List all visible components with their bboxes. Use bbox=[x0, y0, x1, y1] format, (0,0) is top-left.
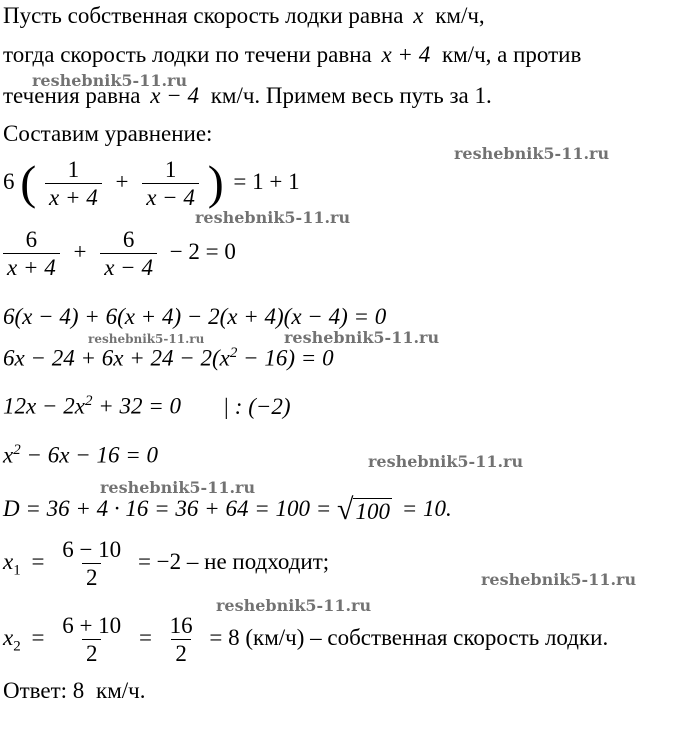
fraction bbox=[58, 614, 125, 665]
intro-text-tail: . Примем весь путь за 1. bbox=[254, 83, 492, 108]
equals-sign: = bbox=[138, 624, 152, 650]
right-paren: ) bbox=[207, 156, 224, 210]
denominator: x − 4 bbox=[142, 183, 199, 209]
plus-sign: + bbox=[73, 238, 87, 264]
equation-part: = 10. bbox=[401, 496, 452, 521]
numerator: 6 + 10 bbox=[62, 613, 122, 638]
denominator: 2 bbox=[171, 639, 191, 665]
plus-sign: + bbox=[115, 168, 129, 194]
unit-kmh: км/ч bbox=[441, 42, 486, 67]
equation-part: − 6x − 16 = 0 bbox=[20, 442, 158, 468]
equation-part: x bbox=[3, 442, 14, 468]
watermark: reshebnik5-11.ru bbox=[481, 570, 637, 589]
left-paren: ( bbox=[20, 156, 37, 210]
denominator: x + 4 bbox=[3, 253, 60, 279]
denominator: x − 4 bbox=[100, 253, 157, 279]
equation-6 bbox=[3, 443, 158, 467]
watermark: reshebnik5-11.ru bbox=[100, 478, 256, 497]
downstream-speed-expr: x + 4 bbox=[381, 42, 431, 67]
subscript: 1 bbox=[13, 562, 21, 579]
watermark: reshebnik5-11.ru bbox=[454, 144, 610, 163]
intro-text-tail: , а против bbox=[485, 42, 582, 67]
watermark: reshebnik5-11.ru bbox=[195, 208, 351, 227]
discriminant-line bbox=[3, 493, 452, 526]
fraction bbox=[166, 614, 197, 665]
equation-4 bbox=[3, 346, 334, 370]
root-2-line bbox=[3, 614, 608, 665]
numerator: 6 bbox=[25, 227, 38, 252]
watermark: reshebnik5-11.ru bbox=[284, 328, 440, 347]
fraction bbox=[58, 538, 125, 589]
equation-part: − 16) = 0 bbox=[237, 345, 334, 371]
root-variable: x bbox=[3, 624, 14, 650]
watermark: reshebnik5-11.ru bbox=[88, 332, 205, 346]
exponent: 2 bbox=[13, 442, 21, 458]
root-variable: x bbox=[3, 548, 14, 574]
numerator: 16 bbox=[169, 613, 193, 638]
equation-rhs: = 1 + 1 bbox=[233, 168, 300, 194]
numerator: 1 bbox=[67, 157, 80, 182]
equation-2 bbox=[3, 228, 236, 279]
numerator: 6 − 10 bbox=[62, 537, 122, 562]
square-root bbox=[336, 493, 392, 526]
subscript: 2 bbox=[13, 638, 21, 655]
unit-kmh: км/ч bbox=[210, 83, 255, 108]
exponent: 2 bbox=[84, 393, 93, 409]
unit-kmh: км/ч, bbox=[435, 3, 485, 28]
coefficient: 6 bbox=[3, 168, 15, 194]
watermark: reshebnik5-11.ru bbox=[368, 452, 524, 471]
division-note: | : (−2) bbox=[222, 393, 291, 419]
unit-kmh: км/ч. bbox=[96, 678, 146, 703]
equation-part: + 32 = 0 bbox=[92, 393, 181, 419]
intro-line-1 bbox=[3, 4, 485, 27]
equation-1 bbox=[3, 158, 300, 209]
fraction bbox=[142, 158, 199, 209]
radicand: 100 bbox=[355, 499, 390, 524]
intro-text: тогда скорость лодки по течени равна bbox=[3, 42, 372, 67]
variable-x: x bbox=[413, 3, 424, 28]
equation-5 bbox=[3, 394, 291, 418]
denominator: 2 bbox=[82, 563, 102, 589]
equation-3: 6(x − 4) + 6(x + 4) − 2(x + 4)(x − 4) = 0 bbox=[3, 304, 387, 329]
equation-part: 12x − 2x bbox=[3, 393, 85, 419]
equation-part: D = 36 + 4 · 16 = 36 + 64 = 100 = bbox=[3, 496, 332, 521]
exponent: 2 bbox=[229, 345, 238, 361]
equation-part: = 8 (км/ч) – собственная скорость лодки. bbox=[209, 624, 609, 650]
equation-rhs: − 2 = 0 bbox=[169, 238, 236, 264]
section-heading: Составим уравнение: bbox=[3, 121, 213, 146]
numerator: 6 bbox=[122, 227, 135, 252]
equation-part: = −2 – не подходит; bbox=[137, 548, 330, 574]
upstream-speed-expr: x − 4 bbox=[150, 83, 199, 108]
equals-sign: = bbox=[31, 548, 45, 574]
fraction bbox=[100, 228, 157, 279]
radical-sign-icon: √ bbox=[336, 493, 354, 526]
answer-line bbox=[3, 679, 145, 702]
answer-text: Ответ: 8 bbox=[3, 678, 85, 703]
numerator: 1 bbox=[164, 157, 177, 182]
fraction bbox=[3, 228, 60, 279]
watermark: reshebnik5-11.ru bbox=[216, 596, 372, 615]
denominator: 2 bbox=[82, 639, 102, 665]
fraction bbox=[45, 158, 102, 209]
intro-text: течения равна bbox=[3, 83, 141, 108]
denominator: x + 4 bbox=[45, 183, 102, 209]
equation-part: 6x − 24 + 6x + 24 − 2(x bbox=[3, 345, 230, 371]
equals-sign: = bbox=[31, 624, 45, 650]
watermark: reshebnik5-11.ru bbox=[32, 71, 188, 90]
root-1-line bbox=[3, 538, 329, 589]
intro-text: Пусть собственная скорость лодки равна bbox=[3, 3, 404, 28]
intro-line-2 bbox=[3, 43, 581, 66]
